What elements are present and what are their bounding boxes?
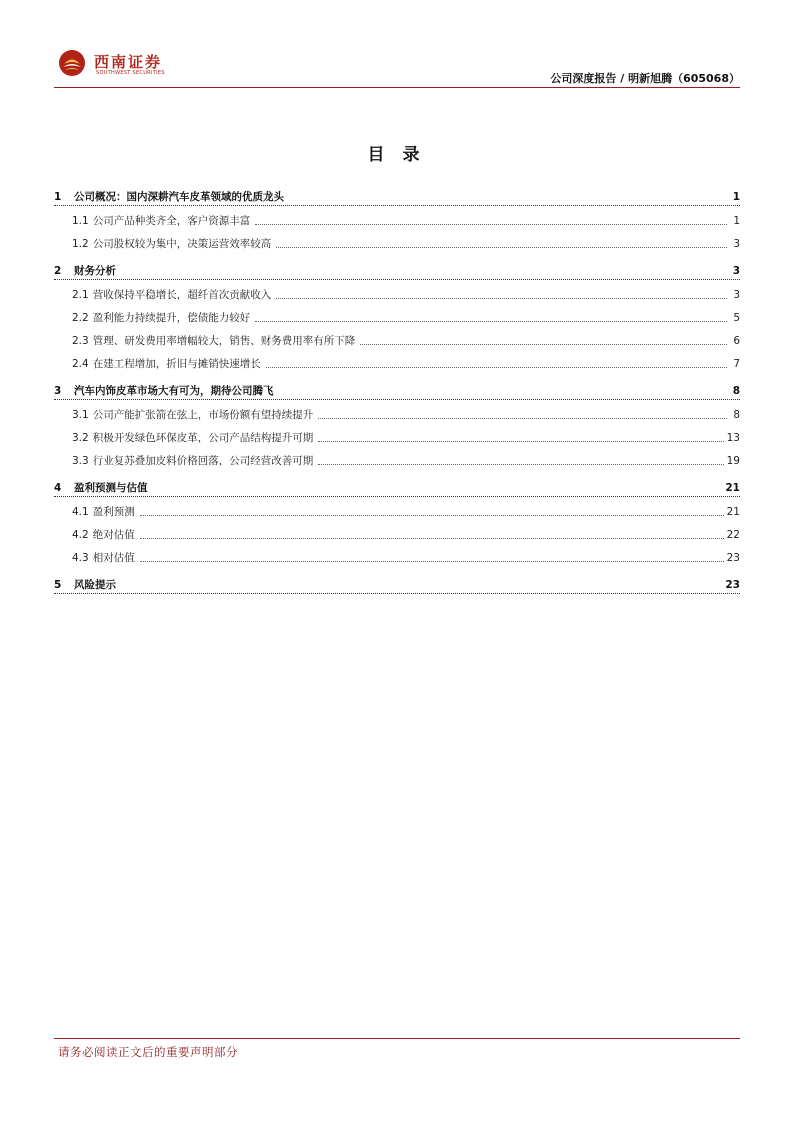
toc-entry-number: 3.3 — [72, 455, 89, 467]
toc-entry-page: 1 — [733, 215, 740, 227]
toc-entry[interactable] — [54, 446, 740, 469]
toc-entry-title: 财务分析 — [74, 265, 116, 277]
toc-leader-dots — [289, 200, 727, 201]
footer-notice: 请务必阅读正文后的重要声明部分 — [58, 1045, 238, 1059]
toc-entry-title: 盈利能力持续提升，偿债能力较好 — [92, 312, 251, 324]
toc-entry-title: 公司概况：国内深耕汽车皮革领域的优质龙头 — [74, 191, 284, 203]
toc-entry-title: 公司产品种类齐全，客户资源丰富 — [92, 215, 251, 227]
footer-divider — [54, 1038, 740, 1039]
toc-entry[interactable] — [54, 184, 740, 206]
toc-entry-title: 盈利预测 — [92, 506, 135, 518]
toc-entry-number: 3 — [54, 385, 62, 397]
toc-leader-dots — [121, 274, 727, 275]
toc-entry-number: 3.2 — [72, 432, 89, 444]
toc-entry-number: 4 — [54, 482, 62, 494]
toc-entry-number: 1.1 — [72, 215, 89, 227]
toc-entry-title: 相对估值 — [92, 552, 135, 564]
toc-entry-title: 绝对估值 — [92, 529, 135, 541]
toc-leader-dots — [140, 560, 724, 562]
toc-entry-page: 8 — [733, 409, 740, 421]
toc-entry-page: 3 — [733, 289, 740, 301]
toc-leader-dots — [279, 394, 728, 395]
header-divider — [54, 87, 740, 88]
company-logo-icon — [58, 49, 86, 77]
toc-entry-number: 2.2 — [72, 312, 89, 324]
toc-entry-title: 盈利预测与估值 — [74, 482, 148, 494]
toc-leader-dots — [255, 223, 727, 225]
toc-entry[interactable] — [54, 303, 740, 326]
toc-title: 目 录 — [367, 145, 426, 165]
toc-entry-title: 在建工程增加，折旧与摊销快速增长 — [92, 358, 261, 370]
toc-entry[interactable] — [54, 520, 740, 543]
toc-entry-title: 公司股权较为集中，决策运营效率较高 — [92, 238, 272, 250]
toc-entry-number: 2.4 — [72, 358, 89, 370]
toc-leader-dots — [121, 588, 722, 589]
logo-text-cn: 西南证券 — [94, 53, 163, 71]
toc-leader-dots — [318, 463, 723, 465]
toc-entry-page: 21 — [725, 482, 740, 494]
toc-entry[interactable] — [54, 258, 740, 280]
toc-entry-page: 21 — [726, 506, 740, 518]
toc-entry-title: 公司产能扩张箭在弦上，市场份额有望持续提升 — [92, 409, 314, 421]
toc-leader-dots — [276, 246, 727, 248]
toc-entry-page: 19 — [726, 455, 740, 467]
toc-entry-page: 6 — [733, 335, 740, 347]
toc-leader-dots — [276, 297, 727, 299]
toc-entry[interactable] — [54, 572, 740, 594]
toc-entry-number: 4.3 — [72, 552, 89, 564]
toc-entry-title: 营收保持平稳增长，超纤首次贡献收入 — [92, 289, 272, 301]
logo-text-en: SOUTHWEST SECURITIES — [96, 70, 165, 76]
toc-entry-page: 3 — [733, 238, 740, 250]
toc-entry-page: 23 — [726, 552, 740, 564]
toc-entry-number: 1 — [54, 191, 62, 203]
toc-entry-page: 8 — [732, 385, 740, 397]
toc-entry[interactable] — [54, 326, 740, 349]
toc-entry[interactable] — [54, 378, 740, 400]
toc-leader-dots — [318, 417, 727, 419]
toc-entry-title: 管理、研发费用率增幅较大，销售、财务费用率有所下降 — [92, 335, 356, 347]
toc-entry[interactable] — [54, 280, 740, 303]
toc-entry[interactable] — [54, 400, 740, 423]
toc-leader-dots — [255, 320, 727, 322]
toc-leader-dots — [266, 366, 727, 368]
toc-entry[interactable] — [54, 475, 740, 497]
toc-entry-page: 1 — [732, 191, 740, 203]
toc-entry-number: 1.2 — [72, 238, 89, 250]
toc-entry-number: 2.1 — [72, 289, 89, 301]
toc-entry-title: 汽车内饰皮革市场大有可为，期待公司腾飞 — [74, 385, 274, 397]
toc-entry[interactable] — [54, 349, 740, 372]
toc-entry-page: 13 — [726, 432, 740, 444]
toc-entry-title: 风险提示 — [74, 579, 116, 591]
table-of-contents — [54, 184, 740, 594]
toc-entry-number: 2.3 — [72, 335, 89, 347]
toc-leader-dots — [360, 343, 727, 345]
toc-entry[interactable] — [54, 206, 740, 229]
toc-entry-page: 7 — [733, 358, 740, 370]
toc-entry[interactable] — [54, 497, 740, 520]
toc-entry-title: 积极开发绿色环保皮革，公司产品结构提升可期 — [92, 432, 314, 444]
toc-entry-page: 3 — [732, 265, 740, 277]
toc-entry-page: 23 — [725, 579, 740, 591]
toc-entry[interactable] — [54, 229, 740, 252]
toc-leader-dots — [318, 440, 723, 442]
toc-entry-number: 5 — [54, 579, 62, 591]
toc-entry-number: 2 — [54, 265, 62, 277]
toc-entry[interactable] — [54, 543, 740, 566]
toc-leader-dots — [140, 537, 724, 539]
toc-leader-dots — [140, 514, 724, 516]
toc-entry-number: 4.2 — [72, 529, 89, 541]
toc-entry-page: 22 — [726, 529, 740, 541]
report-info: 公司深度报告 / 明新旭腾（605068） — [550, 72, 740, 85]
toc-entry-number: 4.1 — [72, 506, 89, 518]
toc-leader-dots — [153, 491, 723, 492]
toc-entry-title: 行业复苏叠加皮料价格回落，公司经营改善可期 — [92, 455, 314, 467]
toc-entry-number: 3.1 — [72, 409, 89, 421]
toc-entry[interactable] — [54, 423, 740, 446]
toc-entry-page: 5 — [733, 312, 740, 324]
page-header — [54, 44, 740, 88]
